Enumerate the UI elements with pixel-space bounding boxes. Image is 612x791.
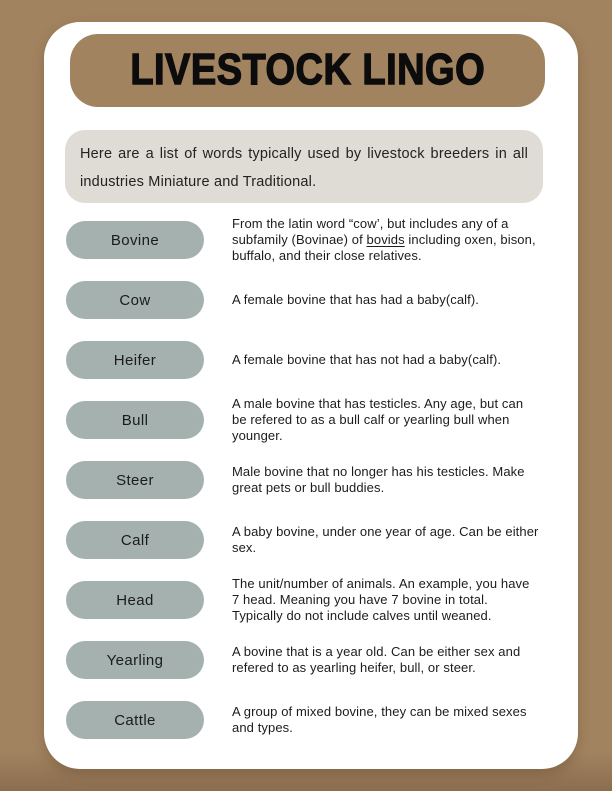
term-label: Head bbox=[116, 591, 154, 609]
term-pill bbox=[66, 641, 204, 679]
term-pill bbox=[66, 401, 204, 439]
term-label: Bull bbox=[121, 411, 149, 429]
term-row bbox=[44, 510, 578, 570]
term-row bbox=[44, 450, 578, 510]
term-definition: A bovine that is a year old. Can be either sex and refered to as yearling heifer, bull, or steer. bbox=[232, 644, 521, 675]
term-label: Calf bbox=[120, 531, 150, 549]
term-label: Yearling bbox=[106, 651, 164, 669]
term-row bbox=[44, 210, 578, 270]
term-pill bbox=[66, 281, 204, 319]
term-label: Cattle bbox=[114, 711, 156, 729]
term-definition: A male bovine that has testicles. Any age, but can be refered to as a bull calf or yearling bull when younger. bbox=[232, 396, 524, 443]
term-definition: A female bovine that has had a baby(calf). bbox=[232, 292, 480, 307]
term-pill bbox=[66, 341, 204, 379]
term-label: Heifer bbox=[113, 351, 157, 369]
term-definition: Male bovine that no longer has his testicles. Make great pets or bull buddies. bbox=[232, 464, 525, 495]
term-pill bbox=[66, 221, 204, 259]
term-row bbox=[44, 390, 578, 450]
term-list bbox=[44, 210, 578, 750]
term-label: Cow bbox=[119, 291, 151, 309]
term-row bbox=[44, 270, 578, 330]
term-pill bbox=[66, 581, 204, 619]
title-banner bbox=[70, 34, 545, 107]
term-row bbox=[44, 690, 578, 750]
term-definition: A group of mixed bovine, they can be mixed sexes and types. bbox=[232, 704, 527, 735]
poster-card bbox=[44, 22, 578, 769]
term-row bbox=[44, 330, 578, 390]
page-title: LIVESTOCK LINGO bbox=[130, 46, 485, 94]
intro-text: Here are a list of words typically used by livestock breeders in all industries Miniature and Traditional. bbox=[80, 146, 528, 190]
term-pill bbox=[66, 521, 204, 559]
term-definition: A female bovine that has not had a baby(calf). bbox=[232, 352, 502, 367]
term-definition: From the latin word “cow’, but includes any of a subfamily (Bovinae) of bovids including oxen, bison, buffalo, and their close relatives. bbox=[232, 216, 536, 263]
intro-box bbox=[65, 130, 543, 203]
term-label: Steer bbox=[116, 471, 154, 489]
term-row bbox=[44, 630, 578, 690]
term-row bbox=[44, 570, 578, 630]
term-label: Bovine bbox=[110, 231, 160, 249]
term-pill bbox=[66, 461, 204, 499]
term-pill bbox=[66, 701, 204, 739]
term-definition: A baby bovine, under one year of age. Can be either sex. bbox=[232, 524, 539, 555]
term-definition: The unit/number of animals. An example, you have 7 head. Meaning you have 7 bovine in total. Typically do not include calves until weaned. bbox=[232, 576, 530, 623]
